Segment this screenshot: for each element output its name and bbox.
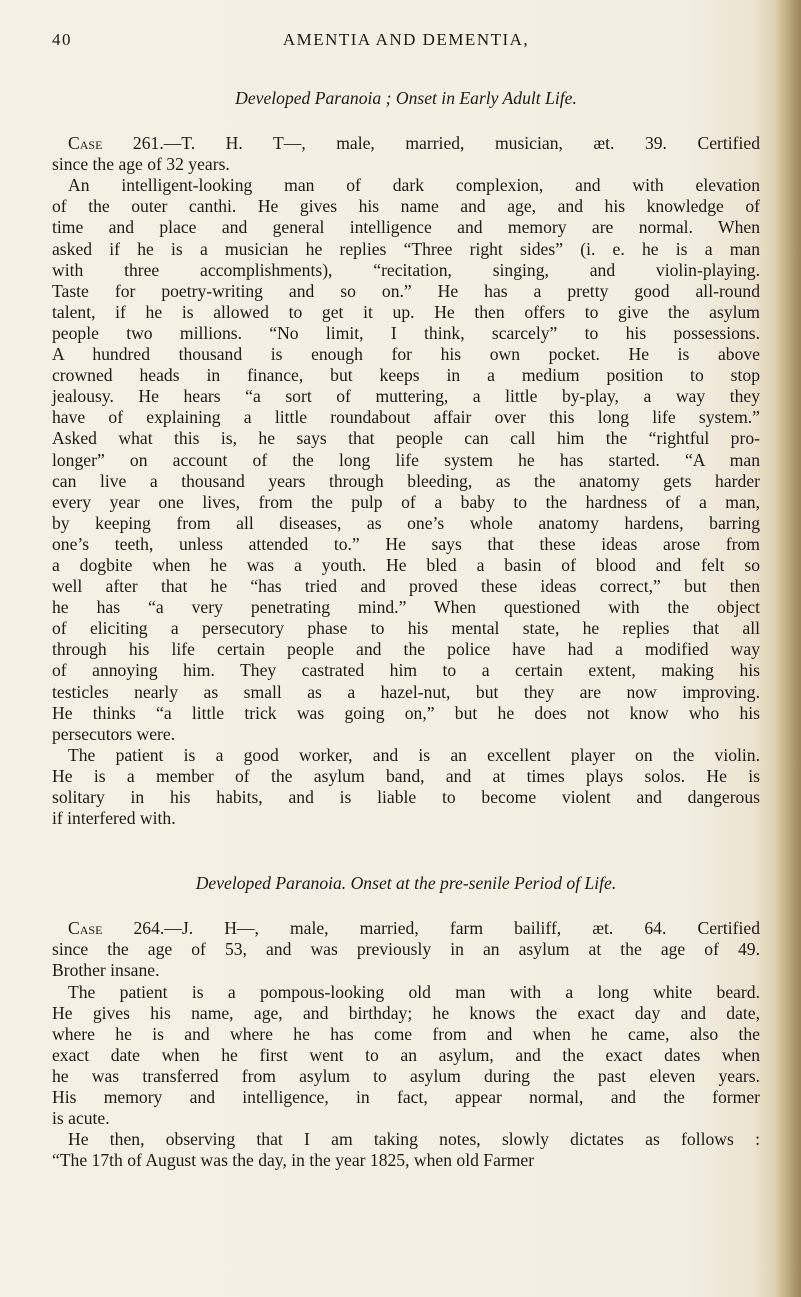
text-line: A hundred thousand is enough for his own pocket. He is above — [52, 344, 760, 365]
text-line: well after that he “has tried and proved these ideas correct,” but then — [52, 576, 760, 597]
text-line: a dogbite when he was a youth. He bled a basin of blood and felt so — [52, 554, 760, 575]
text-line: He then, observing that I am taking notes, slowly dictates as follows : — [68, 1129, 760, 1150]
text-line: can live a thousand years through bleeding, as the anatomy gets harder — [52, 470, 760, 491]
page-body — [52, 88, 760, 1171]
text-line: testicles nearly as small as a hazel-nut, but they are now improving. — [52, 681, 760, 702]
text-line: people two millions. “No limit, I think, scarcely” to his possessions. — [52, 322, 760, 343]
text-line — [52, 918, 760, 939]
text-line: The patient is a pompous-looking old man with a long white beard. — [68, 981, 760, 1002]
text-line: where he is and where he has come from and when he came, also the — [52, 1023, 760, 1044]
text-line: talent, if he is allowed to get it up. He then offers to give the asylum — [52, 301, 760, 322]
text-line: of eliciting a persecutory phase to his mental state, he replies that all — [52, 618, 760, 639]
text-line: of annoying him. They castrated him to a certain extent, making his — [52, 660, 760, 681]
case-264-text — [52, 918, 760, 1171]
text-line: longer” on account of the long life system he has started. “A man — [52, 449, 760, 470]
text-line — [52, 133, 760, 154]
section-heading-early-adult: Developed Paranoia ; Onset in Early Adult Life. — [235, 88, 577, 108]
text-line: have of explaining a little roundabout affair over this long life system.” — [52, 407, 760, 428]
text-line: every year one lives, from the pulp of a baby to the hardness of a man, — [52, 491, 760, 512]
text-line: if interfered with. — [52, 808, 176, 829]
page-binding-edge — [775, 0, 801, 1297]
text-line: is acute. — [52, 1108, 110, 1129]
case-label: Case — [68, 918, 103, 939]
text-line: exact date when he first went to an asylum, and the exact dates when — [52, 1044, 760, 1065]
case-intro: 264.—J. H—, male, married, farm bailiff, æt. 64. Certified — [102, 918, 760, 939]
text-line: He is a member of the asylum band, and at times plays solos. He is — [52, 765, 760, 786]
text-line: “The 17th of August was the day, in the year 1825, when old Farmer — [52, 1150, 535, 1171]
text-line: asked if he is a musician he replies “Three right sides” (i. e. he is a man — [52, 238, 760, 259]
case-label: Case — [68, 133, 103, 154]
text-line: solitary in his habits, and is liable to become violent and dangerous — [52, 787, 760, 807]
text-line: persecutors were. — [52, 723, 176, 744]
text-line: by keeping from all diseases, as one’s whole anatomy hardens, barring — [52, 512, 760, 533]
text-line: The patient is a good worker, and is an excellent player on the violin. — [68, 744, 760, 765]
text-line: one’s teeth, unless attended to.” He says that these ideas arose from — [52, 533, 760, 554]
section-heading-pre-senile: Developed Paranoia. Onset at the pre-senile Period of Life. — [195, 873, 617, 894]
case-intro: 261.—T. H. T—, male, married, musician, æt. 39. Certified — [102, 133, 760, 154]
text-line: crowned heads in finance, but keeps in a medium position to stop — [52, 365, 760, 386]
text-line: Asked what this is, he says that people can call him the “rightful pro- — [52, 428, 760, 449]
text-line: through his life certain people and the police have had a modified way — [52, 639, 760, 660]
text-line: He gives his name, age, and birthday; he knows the exact day and date, — [52, 1002, 760, 1023]
text-line: Brother insane. — [52, 960, 160, 981]
text-line: he has “a very penetrating mind.” When questioned with the object — [52, 597, 760, 618]
running-title: AMENTIA AND DEMENTIA, — [282, 30, 530, 49]
text-line: with three accomplishments), “recitation, singing, and violin-playing. — [52, 259, 760, 280]
case-261-text — [52, 133, 760, 829]
text-line: time and place and general intelligence and memory are normal. When — [52, 217, 760, 238]
text-line: of the outer canthi. He gives his name and age, and his knowledge of — [52, 196, 760, 217]
text-line: He thinks “a little trick was going on,” but he does not know who his — [52, 702, 760, 723]
text-line: His memory and intelligence, in fact, appear normal, and the former — [52, 1087, 760, 1108]
text-line: he was transferred from asylum to asylum during the past eleven years. — [52, 1065, 760, 1086]
text-line: since the age of 32 years. — [52, 154, 230, 175]
page-header — [52, 30, 760, 58]
text-line: An intelligent-looking man of dark complexion, and with elevation — [68, 175, 760, 196]
text-line: jealousy. He hears “a sort of muttering, a little by-play, a way they — [52, 386, 760, 407]
text-line: Taste for poetry-writing and so on.” He has a pretty good all-round — [52, 280, 760, 301]
text-line: since the age of 53, and was previously in an asylum at the age of 49. — [52, 939, 760, 960]
page-number: 40 — [52, 30, 72, 49]
